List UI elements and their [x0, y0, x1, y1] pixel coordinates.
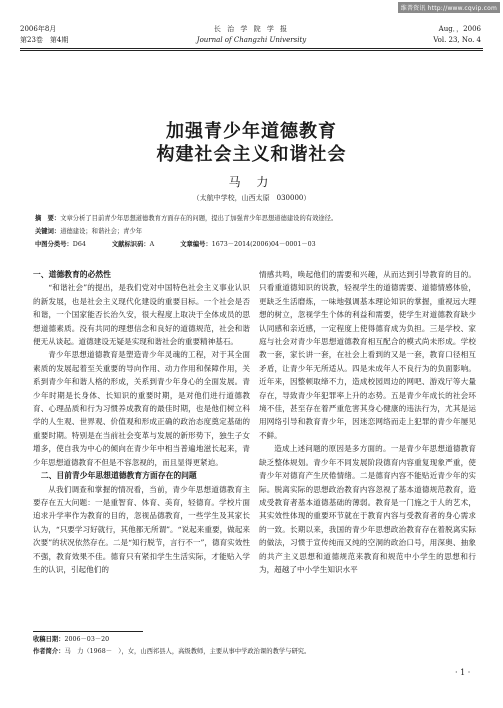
header-date: 2006年8月: [20, 25, 57, 33]
abstract-label: 摘 要：: [35, 215, 61, 222]
doc-code-value: A: [149, 241, 155, 248]
watermark-banner: 维普资讯 http://www.cqvip.com: [398, 2, 500, 13]
classification-line: [35, 238, 316, 251]
author-name: 马 力: [228, 175, 275, 189]
header-date-en: Aug．，2006: [438, 25, 481, 33]
left-paragraph-2: 青少年思想道德教育是塑造青少年灵魂的工程，对于其全面素质的发展起着至关重要的导向作用、动力作用和保障作用，关系到青少年和谐人格的形成，关系到青少年身心的全面发展。青少年时期是长身体、长知识的重要时期，是对他们进行道德教育、心理品质和行为习惯养成教育的最佳时期，也是他们树立科学的人生观、世界观、价值观和形成正确的政治态度奠定基础的重要时期。特别是在当前社会变革与发展的新形势下，独生子女增多，使自我为中心的倾向在青少年中相当普遍地滋长起来，青少年思想道德教育不但是不容忽视的，而且显得更紧迫。: [33, 350, 250, 467]
header-volume-en: Vol. 23, No. 4: [433, 36, 481, 44]
received-value: 2006－03－20: [64, 636, 110, 643]
article-no-label: 文章编号：: [180, 241, 212, 248]
left-paragraph-3: 从我们调查和掌握的情况看，当前，青少年思想道德教育主要存在五大问题：一是重智育、体育、美育，轻德育。学校片面追求升学率作为教育的目的，忽视品德教育，一些学生及其家长认为，“只要学习好就行，其他都无所谓”。“说起来重要，做起来次要”的状况依然存在。二是“知行脱节，言行不一”，德育实效性不强，教育效果不佳。德育只有紧扣学生生活实际，才能贴入学生的认识，引起他们的: [33, 484, 250, 574]
header-journal-en: Journal of Changzhi University: [196, 36, 307, 44]
clc-value: D64: [72, 241, 86, 248]
author-bio-label: 作者简介：: [33, 648, 65, 655]
doc-code-label: 文献标识码：: [111, 241, 150, 248]
author-affiliation: （太航中学校，山西太原 030000）: [192, 194, 311, 202]
author-bio-text: 马 力（1968－ ），女，山西祁县人，高级教师，主要从事中学政治课的教学与研究。: [64, 648, 311, 655]
header-volume: 第23卷 第4期: [20, 36, 69, 44]
article-title-line2: 构建社会主义和谐社会: [156, 144, 347, 165]
header-journal-cn: 长 治 学 院 学 报: [213, 25, 290, 33]
section-heading-1: 一、道德教育的必然性: [33, 270, 111, 279]
header-rule: [20, 48, 483, 49]
received-date-line: [33, 634, 109, 645]
clc-label: 中图分类号：: [35, 241, 73, 248]
abstract-text: 文章分析了目前青少年思想道德教育方面存在的问题，提出了加强青少年思想道德建设的有效途径。: [60, 215, 338, 222]
page-number: · 1 ·: [455, 668, 471, 677]
received-label: 收稿日期：: [33, 636, 65, 643]
section-heading-2: 二、目前青少年思想道德教育方面存在的问题: [40, 471, 197, 481]
abstract-line: [35, 212, 337, 225]
keywords-label: 关键词：: [35, 228, 61, 235]
right-column: [259, 268, 476, 692]
author-bio-line: [33, 646, 310, 657]
left-paragraph-1: “和谐社会”的提出，是我们党对中国特色社会主义事业认识的新发展，也是社会主义现代化建设的重要目标。一个社会是否和谐，一个国家能否长治久安，很大程度上取决于全体成员的思想道德素质。没有共同的理想信念和良好的道德规范，社会和谐便无从谈起。道德建设无疑是实现和谐社会的重要精神基石。: [33, 283, 250, 347]
article-no-value: 1673－2014(2006)04－0001－03: [211, 241, 316, 248]
keywords-line: [35, 225, 142, 238]
article-title-line1: 加强青少年道德教育: [166, 121, 337, 142]
right-paragraph-1: 情感共鸣，唤起他们的需要和兴趣，从而达到引导教育的目的。只看重道德知识的说教，轻视学生的道德需要、道德情感体验，更缺乏生活磨炼，一味地强调基本理论知识的掌握，重视远大理想的树立，忽视学生个体的利益和需要，使学生对道德教育缺少认同感和亲近感，一定程度上使得德育成为负担。三是学校、家庭与社会对青少年思想道德教育相互配合的模式尚未形成。学校教一套，家长讲一套，在社会上看到的又是一套，教育口径相互矛盾，让青少年无所适从。四是未成年人不良行为的负面影响。近年来，因整顿取缔不力，造成校园周边的网吧、游戏厅等大量存在，导致青少年犯罪率上升的态势。五是青少年成长的社会环境不佳，甚至存在着严重危害其身心健康的违法行为，尤其是运用网络引导和教育青少年，因迷恋网络而走上犯罪的青少年屡见不鲜。: [259, 270, 476, 440]
left-column: [33, 268, 250, 626]
keywords-text: 道德建设；和谐社会；青少年: [60, 228, 143, 235]
header-rule-thin: [20, 50, 483, 51]
footnote-rule: [33, 631, 143, 632]
right-paragraph-2: 造成上述问题的原因是多方面的。一是青少年思想道德教育缺乏整体规划。青少年不同发展阶段德育内容重复现象严重，使青少年对德育产生厌倦情绪。二是德育内容不能贴近青少年的实际。脱离实际的思想政治教育内容忽视了基本道德规范教育，造成受教育者基本道德基础的薄弱。教育是一门施之于人的艺术，其实效性体现的重要环节就在于教育内容与受教育者的身心需求的一致。长期以来，我国的青少年思想政治教育存在着脱离实际的做法，习惯于宣传纯而又纯的空洞的政治口号，用深奥、抽象的共产主义思想和道德规范来教育和规范中小学生的思想和行为，超越了中小学生知识水平: [259, 444, 476, 574]
